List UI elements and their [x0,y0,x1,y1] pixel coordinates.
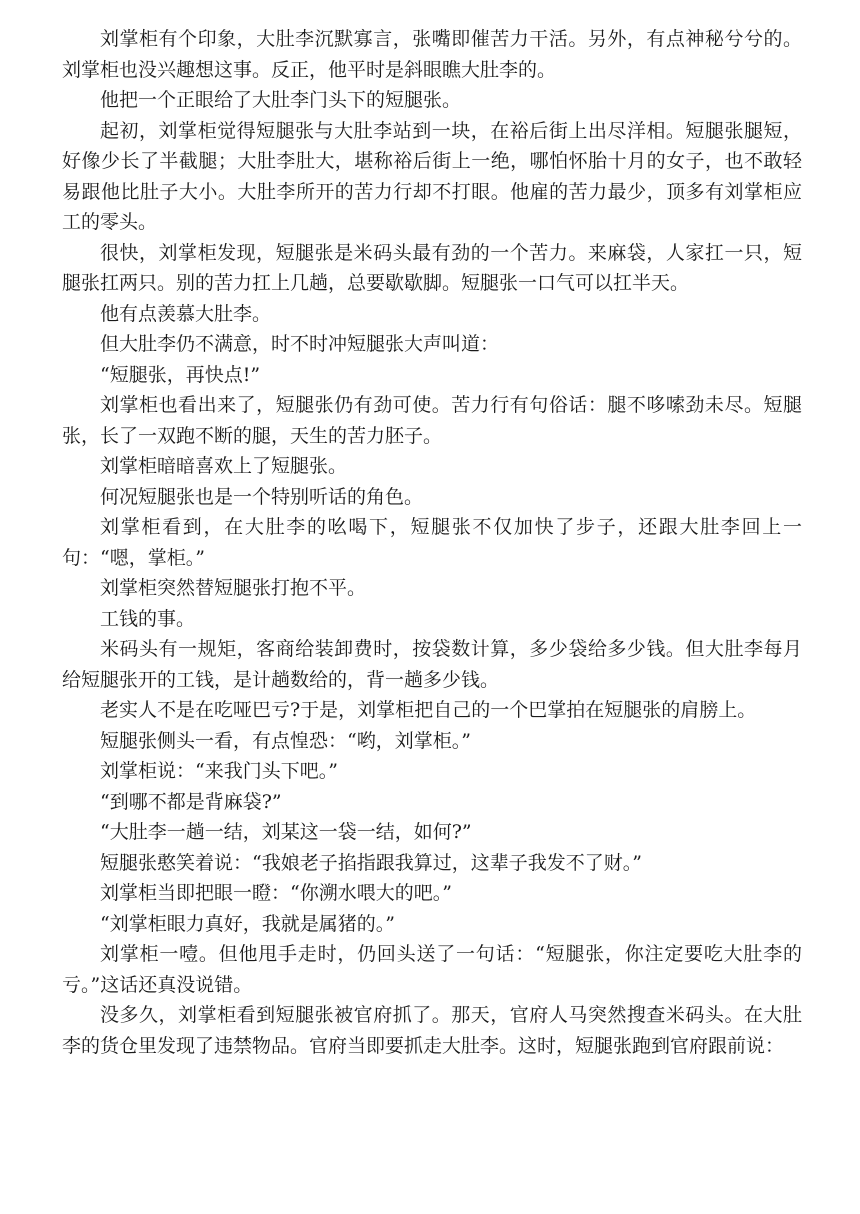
paragraph: 米码头有一规矩，客商给装卸费时，按袋数计算，多少袋给多少钱。但大肚李每月给短腿张开的工钱，是计趟数给的，背一趟多少钱。 [62,638,802,691]
paragraph: 他把一个正眼给了大肚李门头下的短腿张。 [100,89,462,111]
paragraph: 起初，刘掌柜觉得短腿张与大肚李站到一块，在裕后街上出尽洋相。短腿张腿短，好像少长了半截腿；大肚李肚大，堪称裕后街上一绝，哪怕怀胎十月的女子，也不敢轻易跟他比肚子大小。大肚李所开的苦力行却不打眼。他雇的苦力最少，顶多有刘掌柜应工的零头。 [62,119,802,233]
dialogue-paragraph: “刘掌柜眼力真好，我就是属猪的。” [100,912,395,935]
dialogue-paragraph: “大肚李一趟一结，刘某这一袋一结，如何?” [100,821,472,843]
paragraph: 何况短腿张也是一个特别听话的角色。 [100,485,424,508]
paragraph: 很快，刘掌柜发现，短腿张是米码头最有劲的一个苦力。来麻袋，人家扛一只，短腿张扛两只。别的苦力扛上几趟，总要歇歇脚。短腿张一口气可以扛半天。 [62,241,802,294]
paragraph: 没多久，刘掌柜看到短腿张被官府抓了。那天，官府人马突然搜查米码头。在大肚李的货仓里发现了违禁物品。官府当即要抓走大肚李。这时，短腿张跑到官府跟前说： [62,1004,802,1057]
paragraph: 老实人不是在吃哑巴亏?于是，刘掌柜把自己的一个巴掌拍在短腿张的肩膀上。 [100,699,757,721]
paragraph: 他有点羡慕大肚李。 [100,302,272,325]
paragraph: 短腿张侧头一看，有点惶恐：“哟，刘掌柜。” [100,729,471,752]
paragraph: 刘掌柜突然替短腿张打抱不平。 [100,577,367,599]
paragraph: 刘掌柜看到，在大肚李的吆喝下，短腿张不仅加快了步子，还跟大肚李回上一句：“嗯，掌柜。” [62,516,802,569]
paragraph: 短腿张憨笑着说：“我娘老子掐指跟我算过，这辈子我发不了财。” [100,851,642,874]
paragraph: 刘掌柜也看出来了，短腿张仍有劲可使。苦力行有句俗话：腿不哆嗦劲未尽。短腿张，长了一双跑不断的腿，天生的苦力胚子。 [62,394,802,447]
paragraph: 工钱的事。 [100,607,196,630]
paragraph: 刘掌柜说：“来我门头下吧。” [100,760,338,782]
dialogue-paragraph: “短腿张，再快点!” [100,363,261,386]
paragraph: 刘掌柜有个印象，大肚李沉默寡言，张嘴即催苦力干活。另外，有点神秘兮兮的。刘掌柜也没兴趣想这事。反正，他平时是斜眼瞧大肚李的。 [62,28,802,81]
paragraph: 刘掌柜一噎。但他甩手走时，仍回头送了一句话：“短腿张，你注定要吃大肚李的亏。”这话还真没说错。 [62,943,802,996]
dialogue-paragraph: “到哪不都是背麻袋?” [100,790,282,813]
paragraph: 但大肚李仍不满意，时不时冲短腿张大声叫道： [100,333,500,355]
paragraph: 刘掌柜当即把眼一瞪：“你溯水喂大的吧。” [100,882,452,904]
paragraph: 刘掌柜暗暗喜欢上了短腿张。 [100,455,348,477]
